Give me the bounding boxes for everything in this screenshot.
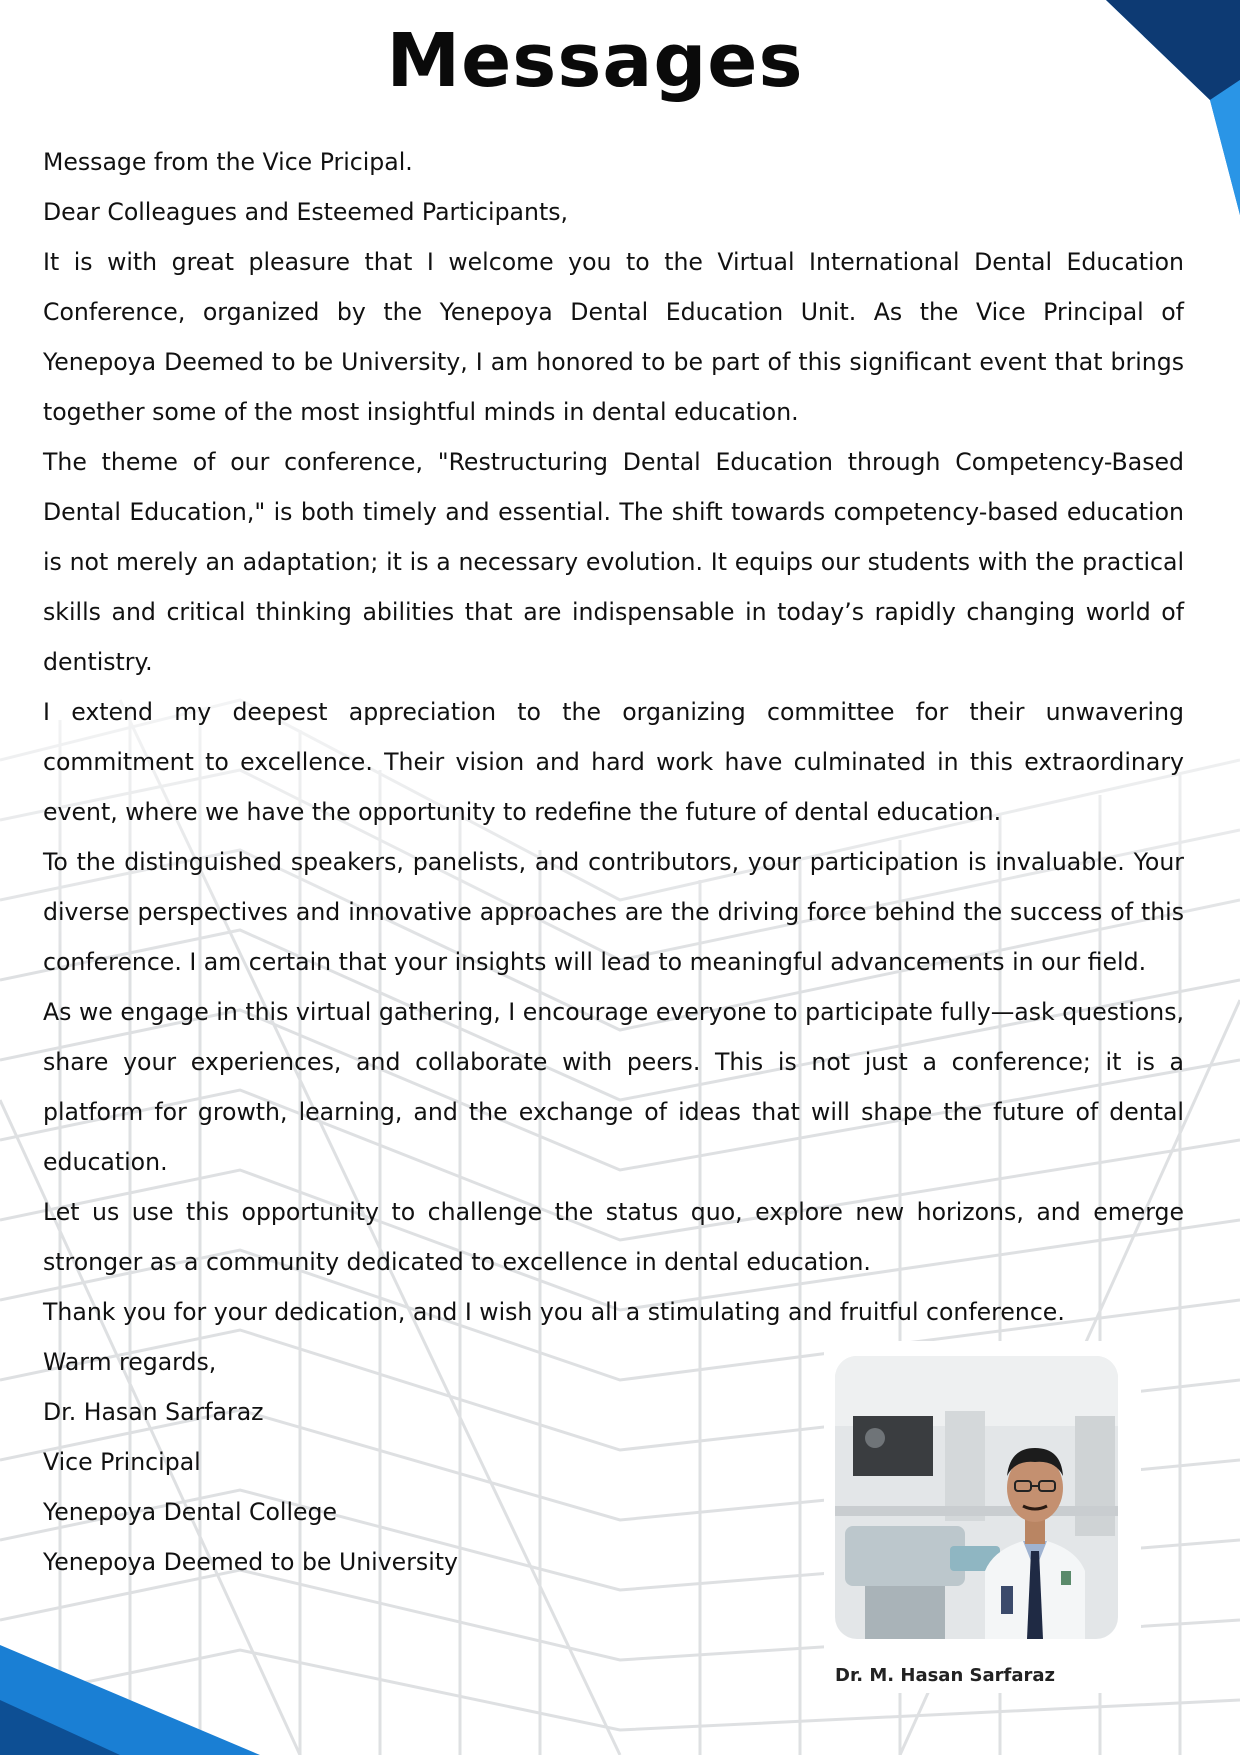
salutation: Dear Colleagues and Esteemed Participants, [43, 198, 569, 226]
signature-institution: Yenepoya Dental College [43, 1498, 338, 1526]
paragraph: It is with great pleasure that I welcome you to the Virtual International Dental Education Conference, organized by the Yenepoya Dental Education Unit. As the Vice Principal of Yenepoya Deemed to be University, I am honored to be part of this significant event that brings together some of the most insightful minds in dental education. [43, 248, 1184, 426]
page-title: Messages [386, 18, 804, 104]
portrait-photo [835, 1356, 1118, 1639]
paragraph: To the distinguished speakers, panelists, and contributors, your participation is invaluable. Your diverse perspectives and innovative approaches are the driving force behind the success of this conference. I am certain that your insights will lead to meaningful advancements in our field. [43, 848, 1184, 976]
paragraph: Let us use this opportunity to challenge the status quo, explore new horizons, and emerge stronger as a community dedicated to excellence in dental education. [43, 1198, 1184, 1276]
signature-role: Vice Principal [43, 1448, 201, 1476]
message-heading: Message from the Vice Pricipal. [43, 148, 413, 176]
portrait-card [824, 1341, 1141, 1693]
paragraph: As we engage in this virtual gathering, I encourage everyone to participate fully—ask questions, share your experiences, and collaborate with peers. This is not just a conference; it is a platform for growth, learning, and the exchange of ideas that will shape the future of dental education. [43, 998, 1184, 1176]
paragraph: The theme of our conference, "Restructuring Dental Education through Competency-Based Dental Education," is both timely and essential. The shift towards competency-based education is not merely an adaptation; it is a necessary evolution. It equips our students with the practical skills and critical thinking abilities that are indispensable in today’s rapidly changing world of dentistry. [43, 448, 1184, 676]
paragraph: I extend my deepest appreciation to the organizing committee for their unwavering commitment to excellence. Their vision and hard work have culminated in this extraordinary event, where we have the opportunity to redefine the future of dental education. [43, 698, 1184, 826]
signature-name: Dr. Hasan Sarfaraz [43, 1398, 264, 1426]
closing-line: Thank you for your dedication, and I wish you all a stimulating and fruitful conference. [43, 1298, 1065, 1326]
signature-university: Yenepoya Deemed to be University [43, 1548, 458, 1576]
signoff: Warm regards, [43, 1348, 217, 1376]
photo-caption: Dr. M. Hasan Sarfaraz [835, 1665, 1055, 1686]
